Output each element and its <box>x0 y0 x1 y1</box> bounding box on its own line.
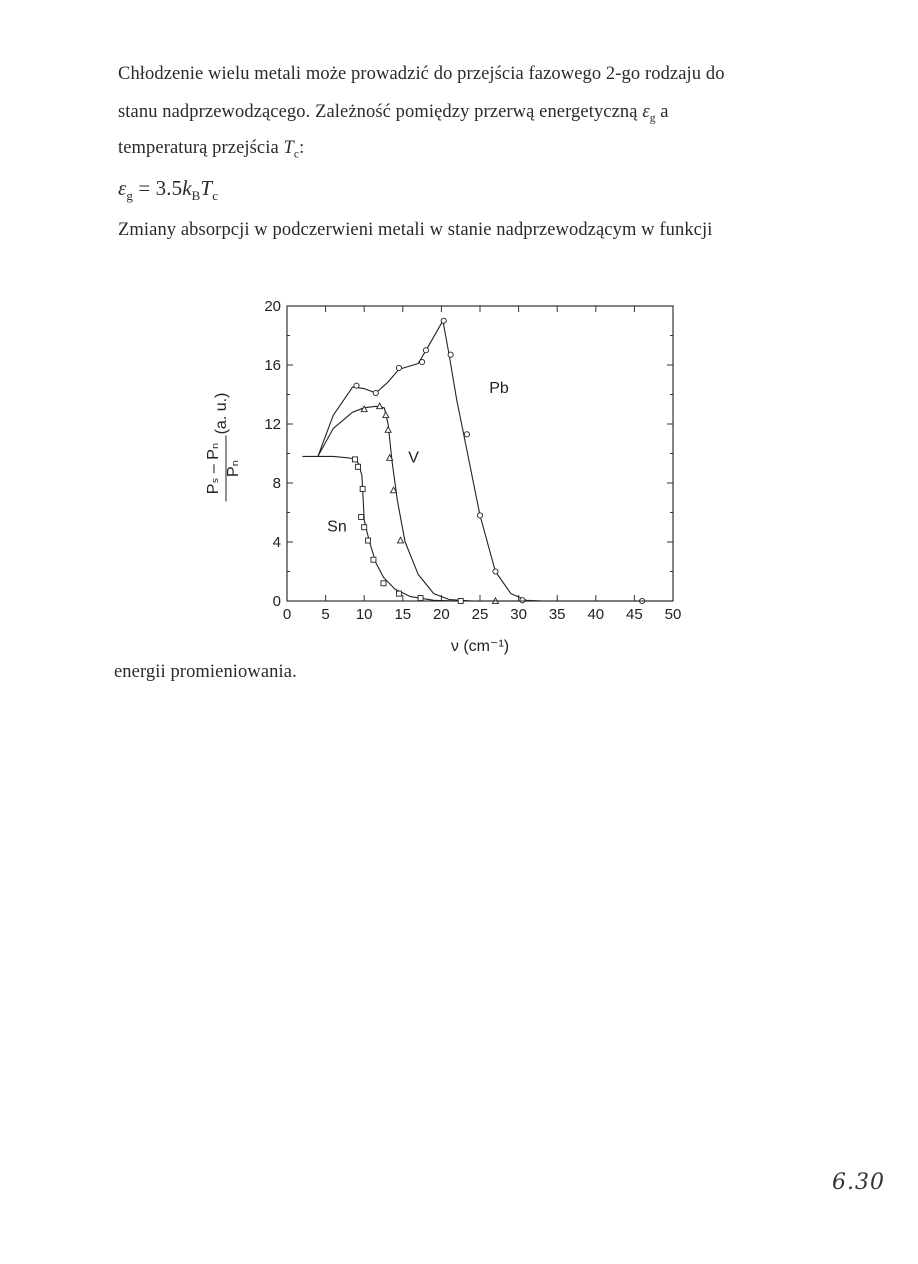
marker-sn <box>352 457 357 462</box>
y-axis-units: (a. u.) <box>213 392 230 435</box>
paragraph-line-4: Zmiany absorpcji w podczerwieni metali w stanie nadprzewodzącym w funkcji <box>118 220 713 240</box>
formula-t-sub: c <box>212 188 219 204</box>
paragraph-line-1: Chłodzenie wielu metali może prowadzić do przejścia fazowego 2-go rodzaju do <box>118 64 725 84</box>
formula-equals: = 3.5 <box>132 176 183 200</box>
x-tick-label: 20 <box>433 606 450 623</box>
paragraph-line-2 <box>118 102 669 125</box>
series-line-sn <box>302 456 673 601</box>
x-tick-label: 30 <box>510 606 527 623</box>
formula <box>118 176 218 204</box>
marker-sn <box>360 486 365 491</box>
marker-sn <box>366 538 371 543</box>
x-tick-label: 0 <box>282 606 292 623</box>
line2-tail: a <box>655 102 669 122</box>
marker-sn <box>396 591 401 596</box>
line3-tail: : <box>299 138 305 158</box>
series-label-v: V <box>408 449 419 467</box>
marker-sn <box>458 599 463 604</box>
marker-v <box>377 403 383 409</box>
plot-frame <box>287 306 673 601</box>
formula-k: k <box>182 176 192 200</box>
x-axis-label: ν (cm⁻¹) <box>450 638 510 655</box>
y-axis-numerator: Pₛ – Pₙ <box>205 442 222 495</box>
marker-sn <box>356 464 361 469</box>
y-axis-denominator: Pₙ <box>225 459 242 478</box>
marker-sn <box>418 596 423 601</box>
paragraph-line-3 <box>118 138 304 161</box>
marker-sn <box>371 557 376 562</box>
formula-t: T <box>200 176 213 200</box>
marker-sn <box>381 581 386 586</box>
critical-temp-subscript: c <box>293 148 300 161</box>
energy-gap-subscript: g <box>649 112 656 125</box>
marker-pb <box>420 359 425 364</box>
marker-pb <box>396 365 401 370</box>
marker-pb <box>354 383 359 388</box>
y-tick-label: 0 <box>272 593 281 610</box>
formula-epsilon: ε <box>118 176 127 200</box>
marker-pb <box>423 348 428 353</box>
marker-sn <box>362 525 367 530</box>
paragraph-line-5: energii promieniowania. <box>114 662 297 682</box>
x-tick-label: 40 <box>587 606 605 623</box>
x-tick-label: 10 <box>355 606 373 623</box>
y-tick-label: 4 <box>272 534 281 551</box>
line2-text: stanu nadprzewodzącego. Zależność pomiędzy przerwą energetyczną <box>118 102 643 122</box>
marker-pb <box>448 352 453 357</box>
page-number: 6.30 <box>832 1170 885 1195</box>
marker-pb <box>477 513 482 518</box>
series-label-pb: Pb <box>489 380 509 398</box>
y-tick-label: 16 <box>264 357 281 374</box>
x-tick-label: 50 <box>664 606 682 623</box>
x-tick-label: 35 <box>548 606 566 623</box>
x-tick-label: 25 <box>471 606 489 623</box>
marker-pb <box>493 569 498 574</box>
y-tick-label: 8 <box>272 475 281 492</box>
marker-sn <box>359 514 364 519</box>
y-tick-label: 20 <box>264 298 281 315</box>
formula-epsilon-sub: g <box>126 188 133 204</box>
x-tick-label: 15 <box>394 606 412 623</box>
marker-pb <box>464 432 469 437</box>
series-label-sn: Sn <box>327 518 347 536</box>
y-tick-label: 12 <box>264 416 281 433</box>
marker-pb <box>520 598 525 603</box>
marker-v <box>385 427 391 433</box>
x-tick-label: 5 <box>321 606 330 623</box>
critical-temp-symbol: T <box>283 138 294 158</box>
absorption-chart <box>200 290 700 660</box>
x-tick-label: 45 <box>626 606 643 623</box>
marker-v <box>397 537 403 543</box>
line3-text: temperaturą przejścia <box>118 138 284 158</box>
marker-v <box>383 412 389 418</box>
marker-pb <box>373 390 378 395</box>
marker-pb <box>441 318 446 323</box>
formula-k-sub: B <box>191 188 201 204</box>
energy-gap-symbol: ε <box>642 102 650 122</box>
